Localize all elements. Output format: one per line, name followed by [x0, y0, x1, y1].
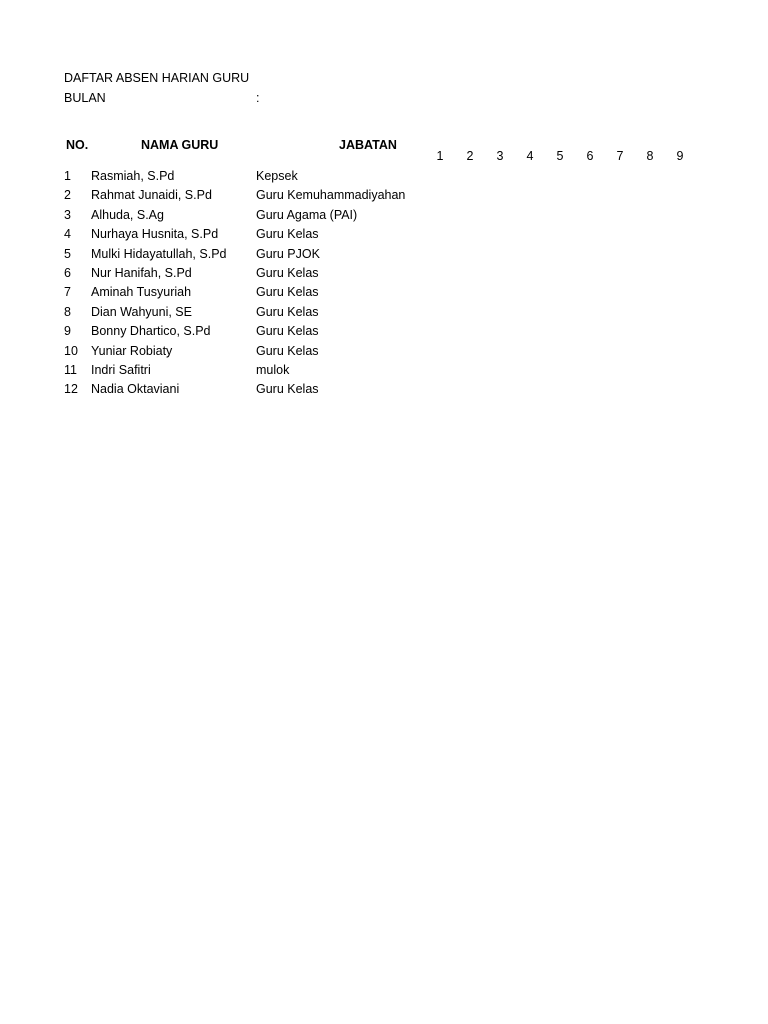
table-row — [0, 207, 768, 226]
teacher-position: Guru Kelas — [256, 324, 319, 339]
teacher-position: Guru Kelas — [256, 227, 319, 242]
teacher-position: mulok — [256, 362, 290, 377]
day-number-header: 4 — [526, 149, 534, 163]
teacher-position: Guru Kelas — [256, 343, 319, 358]
teacher-position: Guru Kelas — [256, 382, 319, 397]
teacher-name: Mulki Hidayatullah, S.Pd — [91, 246, 227, 261]
day-number-header: 1 — [436, 149, 444, 163]
teacher-name: Yuniar Robiaty — [91, 343, 173, 358]
teacher-name: Nur Hanifah, S.Pd — [91, 265, 192, 280]
teacher-position: Guru Agama (PAI) — [256, 207, 358, 222]
table-row — [0, 265, 768, 284]
teacher-name: Alhuda, S.Ag — [91, 207, 164, 222]
day-number-header: 8 — [646, 149, 654, 163]
day-number-header: 5 — [556, 149, 564, 163]
table-row — [0, 323, 768, 342]
table-row — [0, 246, 768, 265]
day-number-header: 7 — [616, 149, 624, 163]
row-number: 2 — [64, 188, 71, 203]
teacher-name: Bonny Dhartico, S.Pd — [91, 324, 211, 339]
row-number: 10 — [64, 343, 78, 358]
table-row — [0, 343, 768, 362]
table-row — [0, 187, 768, 206]
teacher-name: Dian Wahyuni, SE — [91, 304, 192, 319]
teacher-position: Guru PJOK — [256, 246, 320, 261]
month-separator: : — [256, 91, 260, 105]
teacher-name: Nadia Oktaviani — [91, 382, 180, 397]
teacher-position: Guru Kelas — [256, 304, 319, 319]
table-row — [0, 381, 768, 400]
column-header-nama-guru: NAMA GURU — [141, 138, 219, 152]
column-header-jabatan: JABATAN — [339, 138, 397, 152]
teacher-position: Kepsek — [256, 169, 298, 183]
day-number-header: 3 — [496, 149, 504, 163]
month-label: BULAN — [64, 91, 106, 105]
row-number: 12 — [64, 382, 78, 397]
teacher-name: Rahmat Junaidi, S.Pd — [91, 188, 212, 203]
row-number: 7 — [64, 285, 71, 300]
document-title: DAFTAR ABSEN HARIAN GURU — [64, 71, 250, 85]
day-number-header: 2 — [466, 149, 474, 163]
teacher-name: Nurhaya Husnita, S.Pd — [91, 227, 219, 242]
row-number: 5 — [64, 246, 71, 261]
teacher-name: Rasmiah, S.Pd — [91, 169, 175, 183]
row-number: 6 — [64, 265, 71, 280]
teacher-position: Guru Kelas — [256, 265, 319, 280]
table-row — [0, 284, 768, 303]
table-row — [0, 362, 768, 381]
row-number: 4 — [64, 227, 71, 242]
column-header-no: NO. — [66, 138, 89, 152]
row-number: 3 — [64, 207, 71, 222]
day-number-header-row — [425, 149, 695, 165]
day-number-header: 6 — [586, 149, 594, 163]
row-number: 9 — [64, 324, 71, 339]
table-row — [0, 168, 768, 187]
table-row — [0, 304, 768, 323]
row-number: 11 — [64, 362, 77, 377]
teacher-list — [0, 168, 768, 401]
row-number: 8 — [64, 304, 71, 319]
teacher-name: Indri Safitri — [91, 362, 151, 377]
day-number-header: 9 — [676, 149, 684, 163]
teacher-position: Guru Kemuhammadiyahan — [256, 188, 406, 203]
teacher-position: Guru Kelas — [256, 285, 319, 300]
row-number: 1 — [64, 169, 71, 183]
table-row — [0, 226, 768, 245]
teacher-name: Aminah Tusyuriah — [91, 285, 192, 300]
